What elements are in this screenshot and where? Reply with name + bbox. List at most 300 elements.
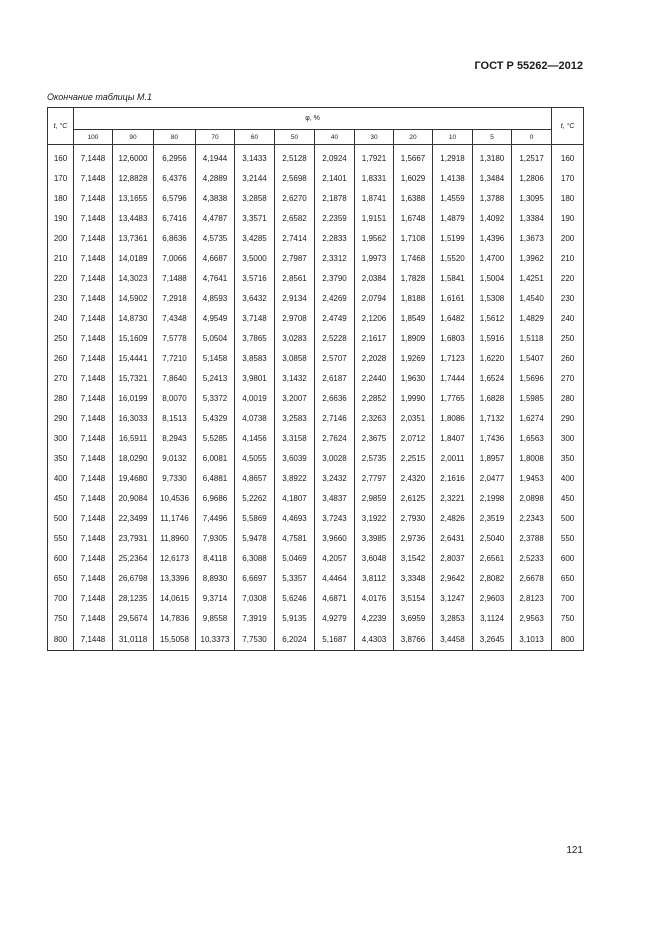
- table-cell: 1,7132: [473, 408, 512, 428]
- table-cell: 28,1235: [113, 588, 154, 608]
- table-cell: 3,3985: [355, 528, 394, 548]
- table-row: [48, 588, 584, 608]
- table-cell: 1,3095: [512, 188, 552, 208]
- table-cell: 2,6636: [315, 388, 355, 408]
- t-value-left: 280: [48, 388, 74, 408]
- table-cell: 7,1448: [74, 145, 113, 169]
- table-cell: 1,8086: [433, 408, 473, 428]
- table-cell: 2,8561: [275, 268, 315, 288]
- table-cell: 7,1448: [74, 548, 113, 568]
- t-value-left: 200: [48, 228, 74, 248]
- table-cell: 1,8957: [473, 448, 512, 468]
- table-cell: 4,1944: [196, 145, 235, 169]
- table-cell: 2,2028: [355, 348, 394, 368]
- table-cell: 29,5674: [113, 608, 154, 628]
- table-row: [48, 168, 584, 188]
- table-cell: 2,5735: [355, 448, 394, 468]
- table-cell: 2,1206: [355, 308, 394, 328]
- data-table: [47, 107, 584, 651]
- table-cell: 1,6828: [473, 388, 512, 408]
- t-column-header-right: t, °C: [552, 108, 584, 145]
- t-value-left: 210: [48, 248, 74, 268]
- table-cell: 12,6173: [154, 548, 196, 568]
- table-cell: 1,4879: [433, 208, 473, 228]
- table-cell: 5,2413: [196, 368, 235, 388]
- table-cell: 3,1124: [473, 608, 512, 628]
- table-cell: 2,9642: [433, 568, 473, 588]
- table-cell: 2,5228: [315, 328, 355, 348]
- table-cell: 4,1456: [235, 428, 275, 448]
- table-cell: 2,8037: [433, 548, 473, 568]
- table-row: [48, 388, 584, 408]
- table-cell: 1,5916: [473, 328, 512, 348]
- phi-column-70: 70: [196, 130, 235, 145]
- table-cell: 7,1448: [74, 208, 113, 228]
- phi-column-40: 40: [315, 130, 355, 145]
- t-value-right: 250: [552, 328, 584, 348]
- table-cell: 3,0283: [275, 328, 315, 348]
- t-value-left: 170: [48, 168, 74, 188]
- table-cell: 2,1998: [473, 488, 512, 508]
- table-cell: 6,8636: [154, 228, 196, 248]
- table-cell: 7,7210: [154, 348, 196, 368]
- table-cell: 7,1448: [74, 388, 113, 408]
- table-cell: 2,2833: [315, 228, 355, 248]
- t-value-right: 240: [552, 308, 584, 328]
- table-cell: 2,9134: [275, 288, 315, 308]
- t-value-left: 230: [48, 288, 74, 308]
- table-cell: 5,3372: [196, 388, 235, 408]
- table-cell: 5,0469: [275, 548, 315, 568]
- table-cell: 6,4881: [196, 468, 235, 488]
- t-value-right: 280: [552, 388, 584, 408]
- t-value-right: 550: [552, 528, 584, 548]
- table-cell: 4,7641: [196, 268, 235, 288]
- phi-column-5: 5: [473, 130, 512, 145]
- table-cell: 1,8407: [433, 428, 473, 448]
- table-cell: 1,6220: [473, 348, 512, 368]
- table-cell: 2,3312: [315, 248, 355, 268]
- table-cell: 1,4559: [433, 188, 473, 208]
- table-cell: 3,8922: [275, 468, 315, 488]
- table-cell: 2,9708: [275, 308, 315, 328]
- phi-column-100: 100: [74, 130, 113, 145]
- table-cell: 2,2852: [355, 388, 394, 408]
- table-cell: 1,8549: [394, 308, 433, 328]
- table-row: [48, 548, 584, 568]
- phi-column-30: 30: [355, 130, 394, 145]
- table-row: [48, 528, 584, 548]
- table-cell: 2,6582: [275, 208, 315, 228]
- table-cell: 6,9686: [196, 488, 235, 508]
- table-cell: 2,6678: [512, 568, 552, 588]
- t-value-left: 260: [48, 348, 74, 368]
- table-row: [48, 508, 584, 528]
- table-cell: 3,3348: [394, 568, 433, 588]
- table-cell: 2,6270: [275, 188, 315, 208]
- table-cell: 2,1617: [355, 328, 394, 348]
- table-cell: 1,3384: [512, 208, 552, 228]
- table-cell: 6,7416: [154, 208, 196, 228]
- table-cell: 5,3357: [275, 568, 315, 588]
- table-cell: 19,4680: [113, 468, 154, 488]
- table-cell: 5,1687: [315, 628, 355, 651]
- phi-column-80: 80: [154, 130, 196, 145]
- table-cell: 1,5667: [394, 145, 433, 169]
- table-cell: 2,3788: [512, 528, 552, 548]
- table-row: [48, 348, 584, 368]
- table-cell: 14,0615: [154, 588, 196, 608]
- table-cell: 4,1807: [275, 488, 315, 508]
- table-row: [48, 228, 584, 248]
- table-cell: 1,4138: [433, 168, 473, 188]
- table-row: [48, 188, 584, 208]
- t-value-left: 290: [48, 408, 74, 428]
- table-cell: 3,2144: [235, 168, 275, 188]
- table-cell: 10,4536: [154, 488, 196, 508]
- table-cell: 3,9660: [315, 528, 355, 548]
- table-cell: 5,5285: [196, 428, 235, 448]
- table-cell: 1,8909: [394, 328, 433, 348]
- table-cell: 31,0118: [113, 628, 154, 651]
- table-cell: 3,2583: [275, 408, 315, 428]
- t-value-left: 190: [48, 208, 74, 228]
- table-cell: 3,5000: [235, 248, 275, 268]
- t-value-right: 230: [552, 288, 584, 308]
- table-cell: 7,0308: [235, 588, 275, 608]
- table-cell: 1,8008: [512, 448, 552, 468]
- table-cell: 25,2364: [113, 548, 154, 568]
- table-cell: 3,7243: [315, 508, 355, 528]
- table-cell: 1,7921: [355, 145, 394, 169]
- table-cell: 1,5004: [473, 268, 512, 288]
- table-cell: 8,4118: [196, 548, 235, 568]
- t-value-right: 800: [552, 628, 584, 651]
- table-cell: 3,4837: [315, 488, 355, 508]
- table-cell: 1,4092: [473, 208, 512, 228]
- table-cell: 2,5128: [275, 145, 315, 169]
- table-cell: 7,1448: [74, 528, 113, 548]
- table-cell: 9,0132: [154, 448, 196, 468]
- table-cell: 1,6748: [394, 208, 433, 228]
- t-value-left: 220: [48, 268, 74, 288]
- t-value-right: 750: [552, 608, 584, 628]
- table-cell: 7,1448: [74, 568, 113, 588]
- table-cell: 2,2359: [315, 208, 355, 228]
- t-value-right: 290: [552, 408, 584, 428]
- table-cell: 1,3788: [473, 188, 512, 208]
- phi-column-10: 10: [433, 130, 473, 145]
- table-cell: 8,0070: [154, 388, 196, 408]
- table-cell: 7,9305: [196, 528, 235, 548]
- t-value-right: 200: [552, 228, 584, 248]
- table-cell: 2,5698: [275, 168, 315, 188]
- table-cell: 2,9859: [355, 488, 394, 508]
- t-value-right: 160: [552, 145, 584, 169]
- table-cell: 4,2889: [196, 168, 235, 188]
- table-cell: 7,1448: [74, 268, 113, 288]
- table-cell: 2,4749: [315, 308, 355, 328]
- table-cell: 1,6274: [512, 408, 552, 428]
- table-cell: 23,7931: [113, 528, 154, 548]
- table-cell: 2,4826: [433, 508, 473, 528]
- table-cell: 15,7321: [113, 368, 154, 388]
- table-cell: 1,6388: [394, 188, 433, 208]
- table-cell: 11,1746: [154, 508, 196, 528]
- table-cell: 3,3571: [235, 208, 275, 228]
- table-cell: 7,4496: [196, 508, 235, 528]
- t-value-right: 600: [552, 548, 584, 568]
- t-value-right: 650: [552, 568, 584, 588]
- phi-column-0: 0: [512, 130, 552, 145]
- table-cell: 1,9562: [355, 228, 394, 248]
- table-cell: 2,8123: [512, 588, 552, 608]
- table-cell: 1,6482: [433, 308, 473, 328]
- table-cell: 3,2858: [235, 188, 275, 208]
- table-cell: 6,4376: [154, 168, 196, 188]
- t-value-left: 700: [48, 588, 74, 608]
- table-cell: 7,8640: [154, 368, 196, 388]
- table-cell: 4,4464: [315, 568, 355, 588]
- table-cell: 3,1433: [235, 145, 275, 169]
- table-cell: 16,0199: [113, 388, 154, 408]
- table-row: [48, 568, 584, 588]
- table-cell: 2,4269: [315, 288, 355, 308]
- table-cell: 12,8828: [113, 168, 154, 188]
- table-cell: 4,4787: [196, 208, 235, 228]
- table-cell: 2,5040: [473, 528, 512, 548]
- table-row: [48, 488, 584, 508]
- table-cell: 2,4320: [394, 468, 433, 488]
- table-cell: 2,0384: [355, 268, 394, 288]
- table-cell: 14,3023: [113, 268, 154, 288]
- table-cell: 2,7797: [355, 468, 394, 488]
- table-cell: 7,1448: [74, 428, 113, 448]
- table-cell: 7,1448: [74, 588, 113, 608]
- table-cell: 1,7444: [433, 368, 473, 388]
- table-cell: 4,9279: [315, 608, 355, 628]
- table-cell: 2,9603: [473, 588, 512, 608]
- t-value-right: 450: [552, 488, 584, 508]
- table-cell: 2,6187: [315, 368, 355, 388]
- table-cell: 7,1448: [74, 368, 113, 388]
- table-cell: 13,7361: [113, 228, 154, 248]
- table-cell: 14,5902: [113, 288, 154, 308]
- table-cell: 1,4700: [473, 248, 512, 268]
- table-cell: 3,0858: [275, 348, 315, 368]
- table-cell: 3,4285: [235, 228, 275, 248]
- t-value-right: 500: [552, 508, 584, 528]
- table-cell: 20,9084: [113, 488, 154, 508]
- table-row: [48, 268, 584, 288]
- table-cell: 8,2943: [154, 428, 196, 448]
- table-cell: 13,4483: [113, 208, 154, 228]
- table-cell: 15,5058: [154, 628, 196, 651]
- table-cell: 2,3790: [315, 268, 355, 288]
- table-caption: Окончание таблицы М.1: [47, 92, 152, 102]
- table-cell: 1,4251: [512, 268, 552, 288]
- t-value-right: 260: [552, 348, 584, 368]
- table-cell: 2,3675: [355, 428, 394, 448]
- table-cell: 1,2918: [433, 145, 473, 169]
- table-cell: 2,3263: [355, 408, 394, 428]
- table-cell: 5,9135: [275, 608, 315, 628]
- table-cell: 3,6432: [235, 288, 275, 308]
- table-cell: 1,4396: [473, 228, 512, 248]
- table-cell: 3,2645: [473, 628, 512, 651]
- table-cell: 7,4348: [154, 308, 196, 328]
- table-cell: 1,5841: [433, 268, 473, 288]
- table-cell: 5,5869: [235, 508, 275, 528]
- table-cell: 2,9563: [512, 608, 552, 628]
- table-cell: 7,3919: [235, 608, 275, 628]
- table-cell: 2,5233: [512, 548, 552, 568]
- table-cell: 5,1458: [196, 348, 235, 368]
- table-cell: 7,1448: [74, 468, 113, 488]
- table-cell: 3,8112: [355, 568, 394, 588]
- table-cell: 4,8593: [196, 288, 235, 308]
- table-row: [48, 408, 584, 428]
- table-cell: 3,6048: [355, 548, 394, 568]
- table-cell: 9,7330: [154, 468, 196, 488]
- table-cell: 4,9549: [196, 308, 235, 328]
- table-cell: 1,7108: [394, 228, 433, 248]
- table-cell: 7,1448: [74, 348, 113, 368]
- table-cell: 7,1448: [74, 628, 113, 651]
- table-cell: 1,5520: [433, 248, 473, 268]
- table-cell: 2,3519: [473, 508, 512, 528]
- table-cell: 1,5308: [473, 288, 512, 308]
- t-value-right: 170: [552, 168, 584, 188]
- table-cell: 1,6029: [394, 168, 433, 188]
- table-cell: 4,0019: [235, 388, 275, 408]
- table-cell: 18,0290: [113, 448, 154, 468]
- table-cell: 1,7436: [473, 428, 512, 448]
- table-cell: 10,3373: [196, 628, 235, 651]
- table-cell: 3,4458: [433, 628, 473, 651]
- table-cell: 7,1448: [74, 508, 113, 528]
- table-cell: 2,7414: [275, 228, 315, 248]
- t-value-right: 270: [552, 368, 584, 388]
- table-row: [48, 248, 584, 268]
- table-cell: 1,2517: [512, 145, 552, 169]
- table-cell: 3,5716: [235, 268, 275, 288]
- table-cell: 4,4693: [275, 508, 315, 528]
- phi-column-60: 60: [235, 130, 275, 145]
- table-cell: 9,3714: [196, 588, 235, 608]
- table-cell: 3,7865: [235, 328, 275, 348]
- table-cell: 6,5796: [154, 188, 196, 208]
- table-cell: 4,5735: [196, 228, 235, 248]
- table-cell: 4,7581: [275, 528, 315, 548]
- table-row: [48, 468, 584, 488]
- t-value-right: 180: [552, 188, 584, 208]
- table-cell: 4,6687: [196, 248, 235, 268]
- table-cell: 3,0028: [315, 448, 355, 468]
- table-cell: 2,0898: [512, 488, 552, 508]
- table-cell: 16,3033: [113, 408, 154, 428]
- table-cell: 7,1448: [74, 328, 113, 348]
- table-cell: 7,1448: [74, 168, 113, 188]
- table-row: [48, 368, 584, 388]
- table-cell: 1,7828: [394, 268, 433, 288]
- table-cell: 2,1878: [315, 188, 355, 208]
- table-cell: 14,8730: [113, 308, 154, 328]
- table-cell: 1,6524: [473, 368, 512, 388]
- table-cell: 3,1542: [394, 548, 433, 568]
- table-cell: 1,5985: [512, 388, 552, 408]
- table-cell: 2,7930: [394, 508, 433, 528]
- table-cell: 6,2956: [154, 145, 196, 169]
- table-cell: 4,0176: [355, 588, 394, 608]
- table-row: [48, 428, 584, 448]
- table-cell: 2,0794: [355, 288, 394, 308]
- table-cell: 2,3221: [433, 488, 473, 508]
- table-cell: 7,1448: [74, 188, 113, 208]
- table-cell: 5,0504: [196, 328, 235, 348]
- table-cell: 5,2262: [235, 488, 275, 508]
- table-cell: 1,9151: [355, 208, 394, 228]
- table-cell: 1,5407: [512, 348, 552, 368]
- table-cell: 1,9269: [394, 348, 433, 368]
- table-cell: 7,1448: [74, 408, 113, 428]
- table-cell: 1,3673: [512, 228, 552, 248]
- table-cell: 2,0712: [394, 428, 433, 448]
- table-cell: 15,1609: [113, 328, 154, 348]
- table-cell: 1,6803: [433, 328, 473, 348]
- table-cell: 2,0351: [394, 408, 433, 428]
- table-cell: 4,5055: [235, 448, 275, 468]
- table-cell: 4,2239: [355, 608, 394, 628]
- table-cell: 6,0081: [196, 448, 235, 468]
- table-cell: 2,6125: [394, 488, 433, 508]
- table-row: [48, 208, 584, 228]
- t-value-right: 400: [552, 468, 584, 488]
- table-cell: 2,6431: [433, 528, 473, 548]
- table-cell: 1,3962: [512, 248, 552, 268]
- table-cell: 3,1013: [512, 628, 552, 651]
- table-cell: 7,0066: [154, 248, 196, 268]
- table-cell: 2,2515: [394, 448, 433, 468]
- table-cell: 3,3158: [275, 428, 315, 448]
- table-cell: 1,4829: [512, 308, 552, 328]
- table-cell: 2,6561: [473, 548, 512, 568]
- table-cell: 2,7146: [315, 408, 355, 428]
- table-cell: 1,9973: [355, 248, 394, 268]
- t-value-left: 800: [48, 628, 74, 651]
- t-value-right: 300: [552, 428, 584, 448]
- t-value-left: 250: [48, 328, 74, 348]
- table-cell: 1,4540: [512, 288, 552, 308]
- table-cell: 6,2024: [275, 628, 315, 651]
- table-cell: 4,3838: [196, 188, 235, 208]
- t-value-left: 600: [48, 548, 74, 568]
- table-cell: 1,6563: [512, 428, 552, 448]
- table-cell: 7,5778: [154, 328, 196, 348]
- table-cell: 3,1432: [275, 368, 315, 388]
- table-row: [48, 328, 584, 348]
- table-cell: 7,1448: [74, 488, 113, 508]
- table-cell: 2,2440: [355, 368, 394, 388]
- t-value-left: 400: [48, 468, 74, 488]
- t-column-header-left: t, °C: [48, 108, 74, 145]
- table-cell: 2,7987: [275, 248, 315, 268]
- table-cell: 1,7765: [433, 388, 473, 408]
- table-cell: 1,9990: [394, 388, 433, 408]
- phi-column-50: 50: [275, 130, 315, 145]
- t-value-left: 450: [48, 488, 74, 508]
- table-cell: 3,9801: [235, 368, 275, 388]
